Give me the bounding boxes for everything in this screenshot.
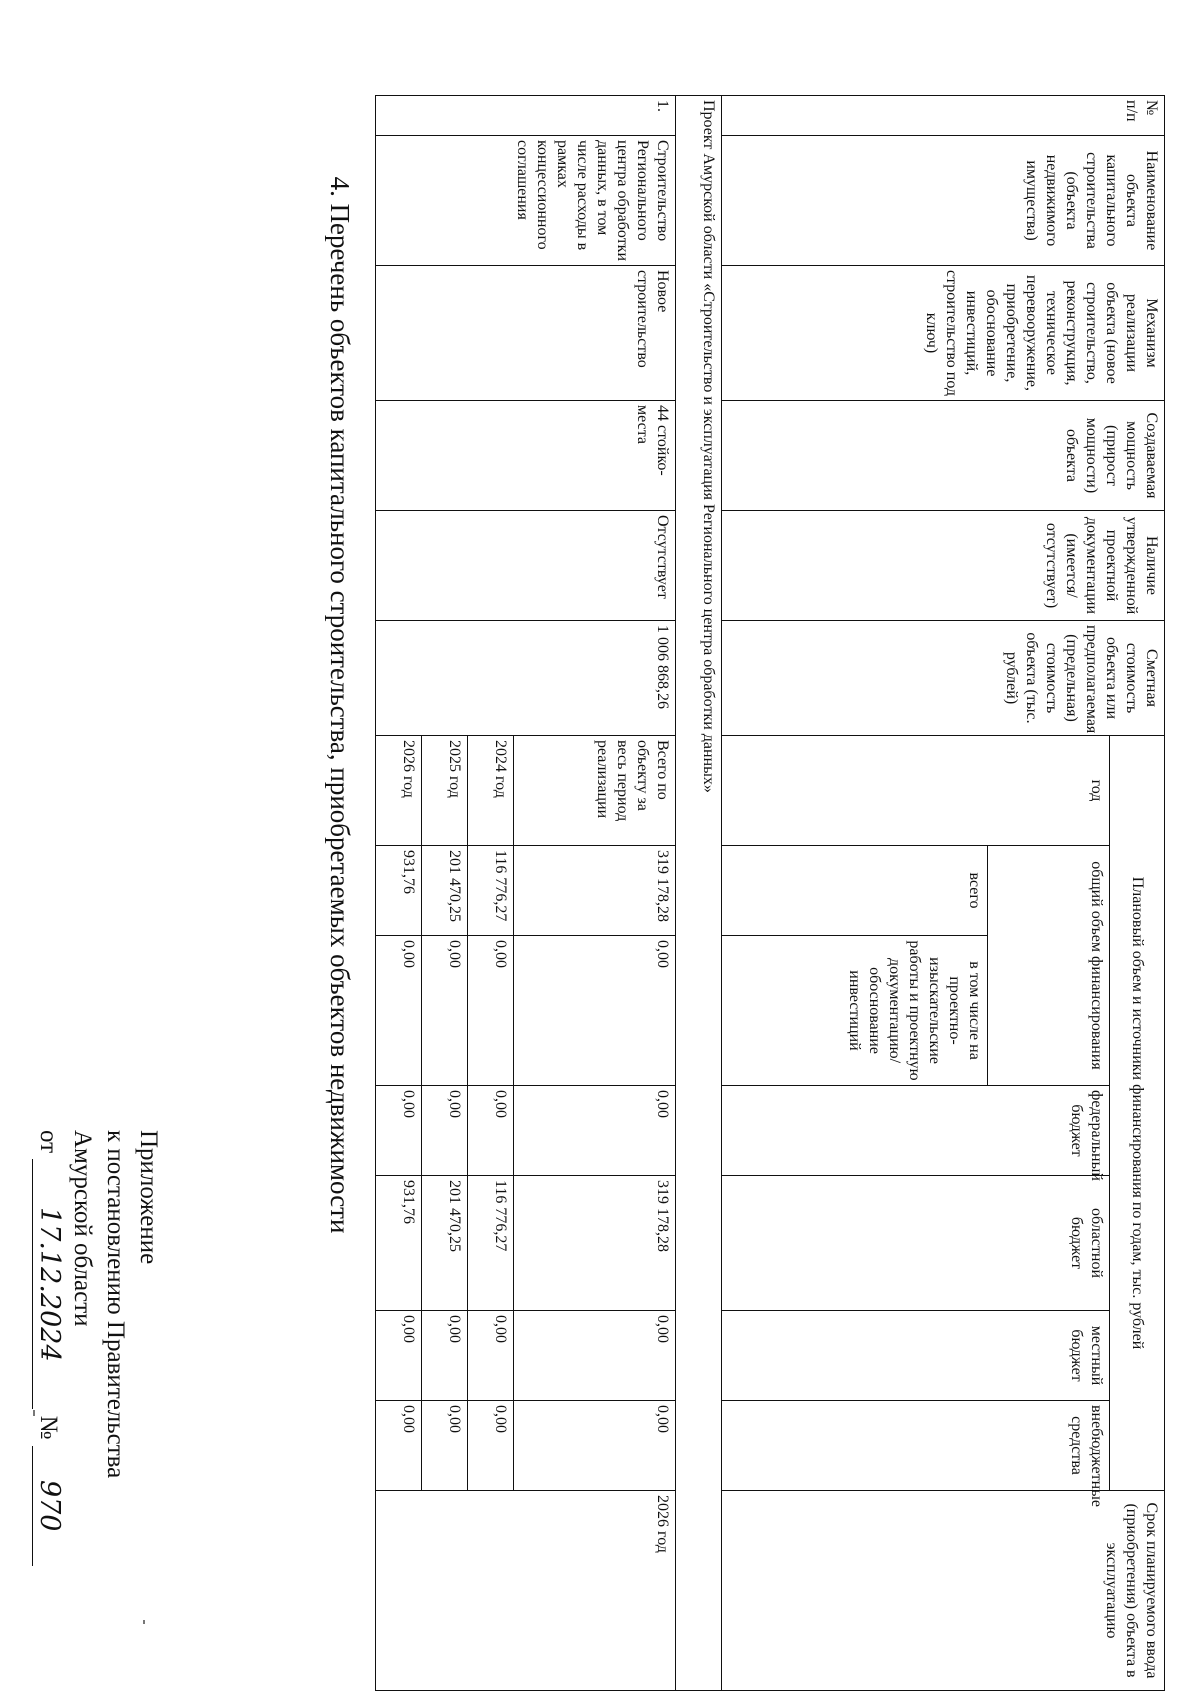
row-extra: 0,00 bbox=[376, 1401, 422, 1491]
header-num: № п/п bbox=[721, 96, 1164, 136]
header-date-line bbox=[32, 1130, 66, 1670]
header-local: местный бюджет bbox=[721, 1311, 1109, 1401]
header-year: год bbox=[721, 736, 1109, 846]
row-regional: 931,76 bbox=[376, 1176, 422, 1311]
date-prefix: от bbox=[35, 1130, 62, 1154]
header-line-1: Приложение bbox=[135, 1130, 162, 1265]
row-year: 2025 год bbox=[421, 736, 467, 846]
header-regional: областной бюджет bbox=[721, 1176, 1109, 1311]
row-local: 0,00 bbox=[513, 1311, 675, 1401]
row-year: 2024 год bbox=[467, 736, 513, 846]
row-extra: 0,00 bbox=[513, 1401, 675, 1491]
row-federal: 0,00 bbox=[467, 1086, 513, 1176]
row-year: 2026 год bbox=[376, 736, 422, 846]
row-federal: 0,00 bbox=[421, 1086, 467, 1176]
row-local: 0,00 bbox=[467, 1311, 513, 1401]
page-title: 4. Перечень объектов капитального строительства, приобретаемых объектов недвижимости bbox=[325, 176, 355, 1234]
header-total-group: общий объем финансирования bbox=[987, 846, 1109, 1086]
scan-speck bbox=[33, 1410, 35, 1416]
row-year: Всего по объекту за весь период реализации bbox=[513, 736, 675, 846]
header-line-2: к постановлению Правительства bbox=[102, 1130, 129, 1479]
row-extra: 0,00 bbox=[421, 1401, 467, 1491]
row-total: 116 776,27 bbox=[467, 846, 513, 936]
row-design: 0,00 bbox=[376, 936, 422, 1086]
approval-header bbox=[32, 1130, 165, 1670]
row-local: 0,00 bbox=[376, 1311, 422, 1401]
row-regional: 319 178,28 bbox=[513, 1176, 675, 1311]
header-extra: внебюджетные средства bbox=[721, 1401, 1109, 1491]
row-total: 201 470,25 bbox=[421, 846, 467, 936]
item-capacity: 44 стойко-места bbox=[376, 401, 676, 511]
row-regional: 116 776,27 bbox=[467, 1176, 513, 1311]
header-plan-group: Плановый объем и источники финансирования по годам, тыс. рублей bbox=[1109, 736, 1164, 1491]
handwritten-number: 970 bbox=[32, 1446, 66, 1566]
header-total: всего bbox=[721, 846, 987, 936]
header-capacity: Создаваемая мощность (прирост мощности) объекта bbox=[721, 401, 1164, 511]
row-regional: 201 470,25 bbox=[421, 1176, 467, 1311]
row-local: 0,00 bbox=[421, 1311, 467, 1401]
header-design: в том числе на проектно-изыскательские работы и проектную документацию/обоснование инвестиций bbox=[721, 936, 987, 1086]
scan-speck bbox=[143, 1620, 145, 1624]
item-num: 1. bbox=[376, 96, 676, 136]
header-docs: Наличие утвержденной проектной документации (имеется/ отсутствует) bbox=[721, 511, 1164, 621]
objects-table bbox=[375, 95, 1165, 1691]
item-name: Строительство Регионального центра обработки данных, в том числе расходы в рамках концессионного соглашения bbox=[376, 136, 676, 266]
row-total: 319 178,28 bbox=[513, 846, 675, 936]
handwritten-date: 17.12.2024 bbox=[32, 1159, 66, 1409]
row-federal: 0,00 bbox=[376, 1086, 422, 1176]
header-cost: Сметная стоимость объекта или предполагаемая (предельная) стоимость объекта (тыс. рублей) bbox=[721, 621, 1164, 736]
row-extra: 0,00 bbox=[467, 1401, 513, 1491]
item-mechanism: Новое строительство bbox=[376, 266, 676, 401]
section-title: Проект Амурской области «Строительство и эксплуатация Регионального центра обработки данных» bbox=[675, 96, 721, 1691]
header-line-3: Амурской области bbox=[69, 1130, 96, 1327]
header-federal: федеральный бюджет bbox=[721, 1086, 1109, 1176]
number-label: № bbox=[35, 1415, 62, 1440]
row-federal: 0,00 bbox=[513, 1086, 675, 1176]
header-term: Срок планируемого ввода (приобретения) объекта в эксплуатацию bbox=[721, 1491, 1164, 1691]
header-mechanism: Механизм реализации объекта (новое строительство, реконструкция, техническое перевооружение, приобретение, обоснование инвестиций, строительство под ключ) bbox=[721, 266, 1164, 401]
row-total: 931,76 bbox=[376, 846, 422, 936]
item-cost: 1 006 868,26 bbox=[376, 621, 676, 736]
row-design: 0,00 bbox=[513, 936, 675, 1086]
row-design: 0,00 bbox=[467, 936, 513, 1086]
item-term: 2026 год bbox=[376, 1491, 676, 1691]
item-docs: Отсутствует bbox=[376, 511, 676, 621]
row-design: 0,00 bbox=[421, 936, 467, 1086]
header-name: Наименование объекта капитального строительства (объекта недвижимого имущества) bbox=[721, 136, 1164, 266]
